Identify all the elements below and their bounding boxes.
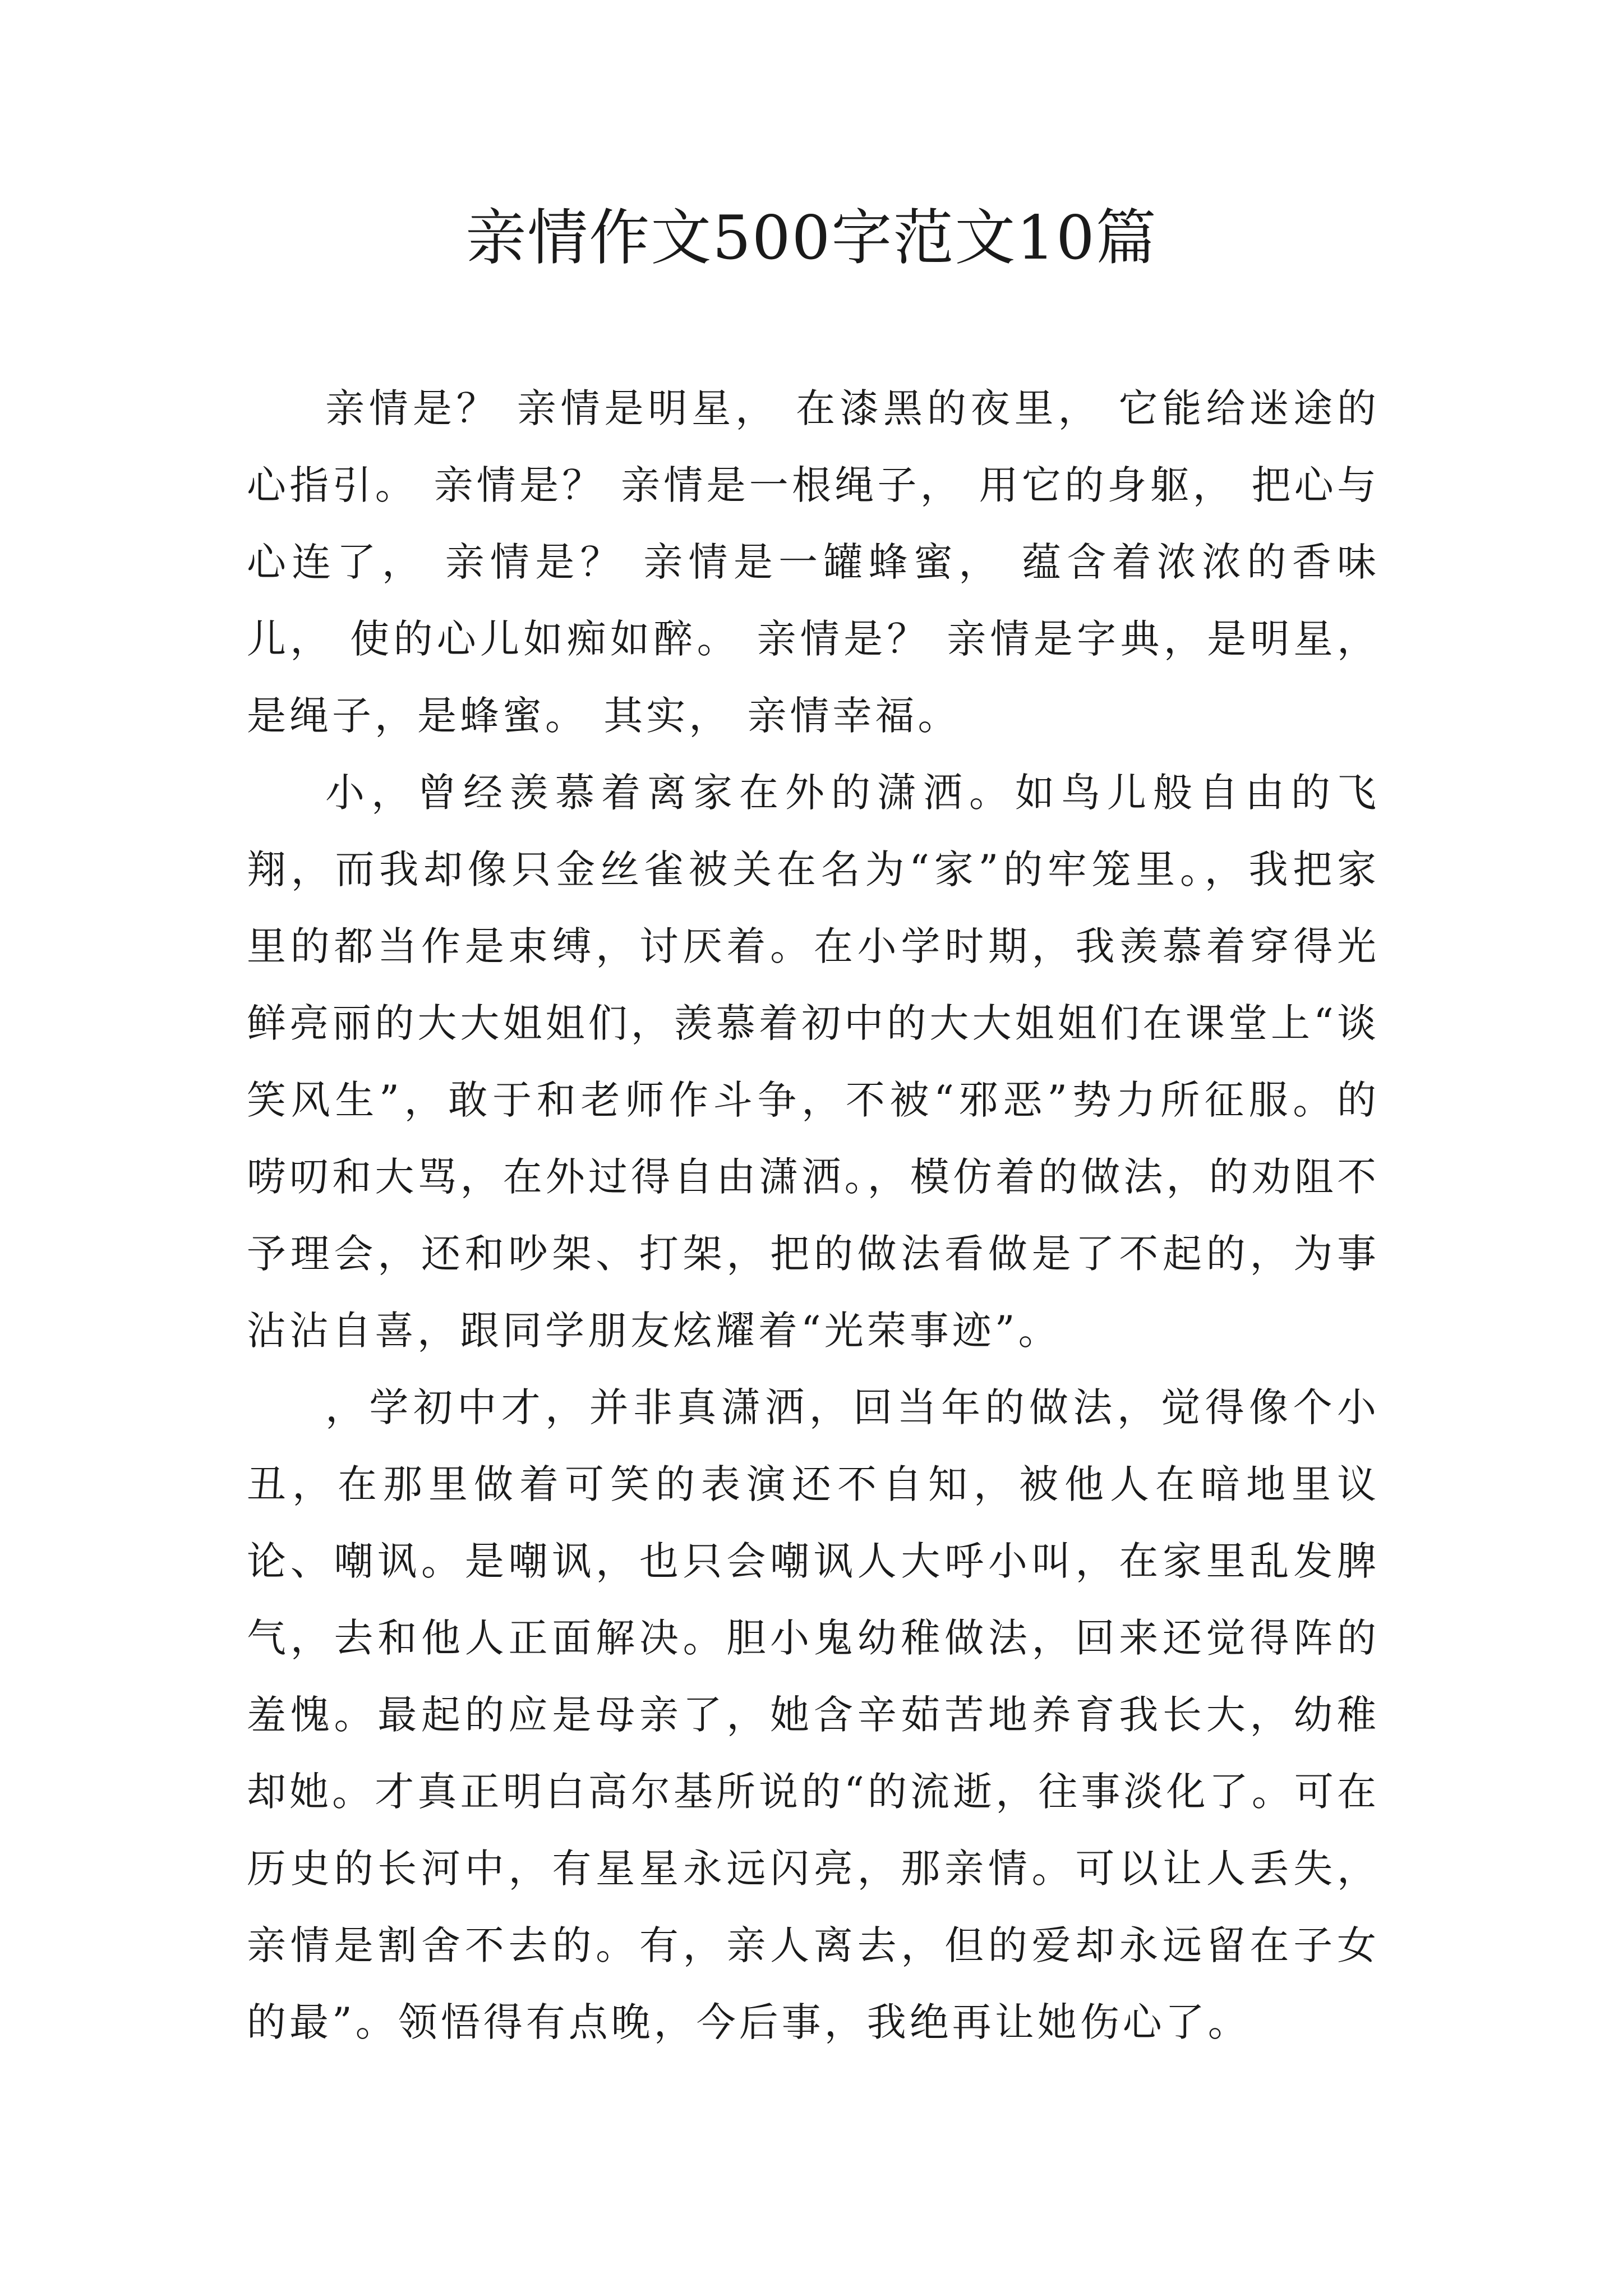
document-body — [247, 370, 1380, 2061]
paragraph-3: ，学初中才，并非真潇洒，回当年的做法，觉得像个小丑，在那里做着可笑的表演还不自知，被他人在暗地里议论、嘲讽。是嘲讽，也只会嘲讽人大呼小叫，在家里乱发脾气，去和他人正面解决。胆小鬼幼稚做法，回来还觉得阵的羞愧。最起的应是母亲了，她含辛茹苦地养育我长大，幼稚却她。才真正明白高尔基所说的“的流逝，往事淡化了。可在历史的长河中，有星星永远闪亮，那亲情。可以让人丢失，亲情是割舍不去的。有，亲人离去，但的爱却永远留在子女的最”。领悟得有点晚，今后事，我绝再让她伤心了。 — [247, 1384, 1380, 2045]
paragraph-2: 小，曾经羡慕着离家在外的潇洒。如鸟儿般自由的飞翔，而我却像只金丝雀被关在名为“家”的牢笼里。，我把家里的都当作是束缚，讨厌着。在小学时期，我羡慕着穿得光鲜亮丽的大大姐姐们，羡慕着初中的大大姐姐们在课堂上“谈笑风生”，敢于和老师作斗争，不被“邪恶”势力所征服。的唠叨和大骂，在外过得自由潇洒。，模仿着的做法，的劝阻不予理会，还和吵架、打架，把的做法看做是了不起的，为事沾沾自喜，跟同学朋友炫耀着“光荣事迹”。 — [247, 770, 1380, 1354]
paragraph-1: 亲情是？ 亲情是明星， 在漆黑的夜里， 它能给迷途的心指引。 亲情是？ 亲情是一根绳子， 用它的身躯， 把心与心连了， 亲情是？ 亲情是一罐蜂蜜， 蕴含着浓浓的香味儿， 使的心儿如痴如醉。 亲情是？ 亲情是字典，是明星，是绳子，是蜂蜜。 其实， 亲情幸福。 — [247, 385, 1380, 739]
document-title: 亲情作文500字范文10篇 — [465, 203, 1158, 273]
